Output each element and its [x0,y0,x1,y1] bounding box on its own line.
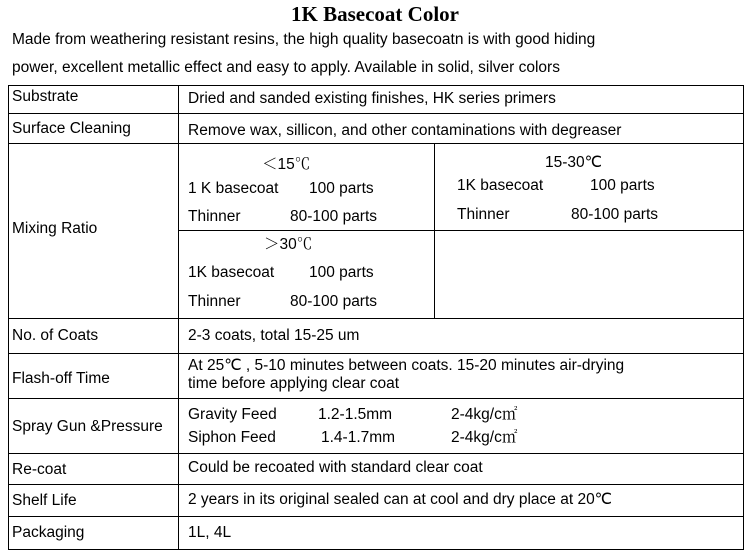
shelf-life-label: Shelf Life [12,492,77,509]
row-divider [8,143,744,144]
mixing-inner-column-divider [434,143,435,318]
row-divider [8,484,744,485]
substrate-label: Substrate [12,88,79,105]
thinner-parts: 80-100 parts [571,206,659,223]
row-divider [8,516,744,517]
mixing-inner-divider [178,230,744,231]
column-divider [178,85,179,550]
basecoat-label: 1K basecoat [457,177,544,194]
table-border-bottom [8,549,744,550]
thinner-label: Thinner [188,208,241,225]
feed-pressure: 2-4kg/c㎡ [451,429,518,446]
mixing-ratio-label: Mixing Ratio [12,220,98,237]
surface-cleaning-value: Remove wax, sillicon, and other contaminations with degreaser [188,122,622,139]
basecoat-label: 1K basecoat [188,264,275,281]
flash-off-label: Flash-off Time [12,370,110,387]
row-divider [8,113,744,114]
table-border-left [8,85,9,550]
surface-cleaning-label: Surface Cleaning [12,120,131,137]
intro-line-2: power, excellent metallic effect and easy to apply. Available in solid, silver colors [12,59,560,76]
packaging-label: Packaging [12,524,85,541]
feed-pressure: 2-4kg/c㎡ [451,406,518,423]
basecoat-parts: 100 parts [590,177,655,194]
basecoat-label: 1 K basecoat [188,180,279,197]
flash-off-value-line-2: time before applying clear coat [188,375,400,392]
table-border-right [743,85,744,550]
thinner-label: Thinner [188,293,241,310]
thinner-label: Thinner [457,206,510,223]
feed-name: Siphon Feed [188,429,276,446]
thinner-parts: 80-100 parts [290,293,378,310]
basecoat-parts: 100 parts [309,180,374,197]
packaging-value: 1L, 4L [188,524,232,541]
temperature-label: ＞30℃ [264,236,313,253]
spray-gun-label: Spray Gun &Pressure [12,418,163,435]
feed-nozzle: 1.4-1.7mm [321,429,396,446]
page-title: 1K Basecoat Color [291,2,459,26]
table-border-top [8,85,744,86]
row-divider [8,353,744,354]
coats-value: 2-3 coats, total 15-25 um [188,327,360,344]
feed-nozzle: 1.2-1.5mm [318,406,393,423]
shelf-life-value: 2 years in its original sealed can at cool and dry place at 20℃ [188,491,613,508]
substrate-value: Dried and sanded existing finishes, HK series primers [188,90,556,107]
recoat-value: Could be recoated with standard clear coat [188,459,483,476]
intro-line-1: Made from weathering resistant resins, the high quality basecoatn is with good hiding [12,31,596,48]
temperature-label: 15-30℃ [545,154,603,171]
basecoat-parts: 100 parts [309,264,374,281]
temperature-label: ＜15℃ [262,156,311,173]
thinner-parts: 80-100 parts [290,208,378,225]
row-divider [8,398,744,399]
feed-name: Gravity Feed [188,406,277,423]
recoat-label: Re-coat [12,461,67,478]
flash-off-value-line-1: At 25℃ , 5-10 minutes between coats. 15-20 minutes air-drying [188,357,625,374]
row-divider [8,453,744,454]
row-divider [8,318,744,319]
coats-label: No. of Coats [12,327,99,344]
